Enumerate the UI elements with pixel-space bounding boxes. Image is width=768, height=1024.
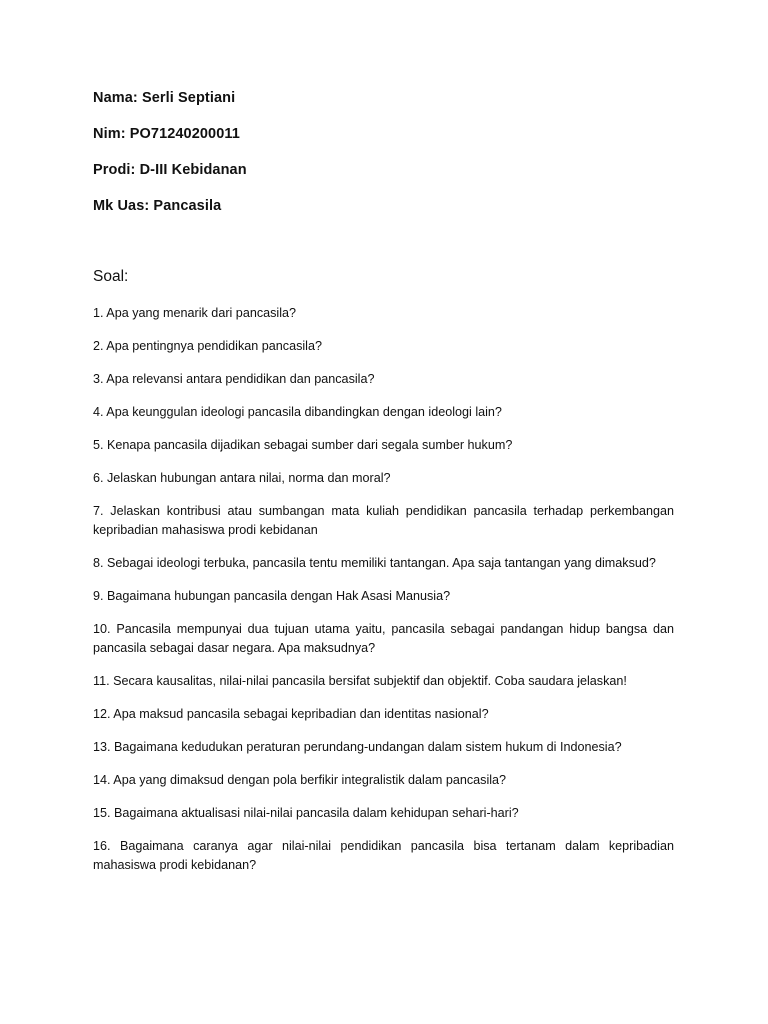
question-item: 3. Apa relevansi antara pendidikan dan pancasila?: [93, 372, 375, 386]
question-item: 15. Bagaimana aktualisasi nilai-nilai pancasila dalam kehidupan sehari-hari?: [93, 806, 519, 820]
question-item: 9. Bagaimana hubungan pancasila dengan Hak Asasi Manusia?: [93, 589, 451, 603]
question-item: 13. Bagaimana kedudukan peraturan perundang-undangan dalam sistem hukum di Indonesia?: [93, 740, 622, 754]
questions-heading: Soal:: [93, 268, 129, 285]
question-item: 7. Jelaskan kontribusi atau sumbangan mata kuliah pendidikan pancasila terhadap perkembangan kepribadian mahasiswa prodi kebidanan: [93, 504, 674, 537]
question-item: 14. Apa yang dimaksud dengan pola berfikir integralistik dalam pancasila?: [93, 773, 507, 787]
question-item: 5. Kenapa pancasila dijadikan sebagai sumber dari segala sumber hukum?: [93, 438, 513, 452]
question-list: [93, 304, 674, 889]
question-item: 4. Apa keunggulan ideologi pancasila dibandingkan dengan ideologi lain?: [93, 405, 502, 419]
question-item: 11. Secara kausalitas, nilai-nilai pancasila bersifat subjektif dan objektif. Coba saudara jelaskan!: [93, 674, 627, 688]
question-item: 1. Apa yang menarik dari pancasila?: [93, 306, 297, 320]
question-item: 8. Sebagai ideologi terbuka, pancasila tentu memiliki tantangan. Apa saja tantangan yang dimaksud?: [93, 556, 656, 570]
study-program: Prodi: D-III Kebidanan: [93, 162, 247, 178]
exam-course: Mk Uas: Pancasila: [93, 198, 222, 214]
question-item: 16. Bagaimana caranya agar nilai-nilai pendidikan pancasila bisa tertanam dalam kepribadian mahasiswa prodi kebidanan?: [93, 839, 674, 872]
question-item: 12. Apa maksud pancasila sebagai kepribadian dan identitas nasional?: [93, 707, 489, 721]
question-item: 6. Jelaskan hubungan antara nilai, norma dan moral?: [93, 471, 391, 485]
student-name: Nama: Serli Septiani: [93, 90, 236, 106]
student-nim: Nim: PO71240200011: [93, 126, 240, 142]
question-item: 2. Apa pentingnya pendidikan pancasila?: [93, 339, 322, 353]
question-item: 10. Pancasila mempunyai dua tujuan utama yaitu, pancasila sebagai pandangan hidup bangsa dan pancasila sebagai dasar negara. Apa maksudnya?: [93, 622, 674, 655]
